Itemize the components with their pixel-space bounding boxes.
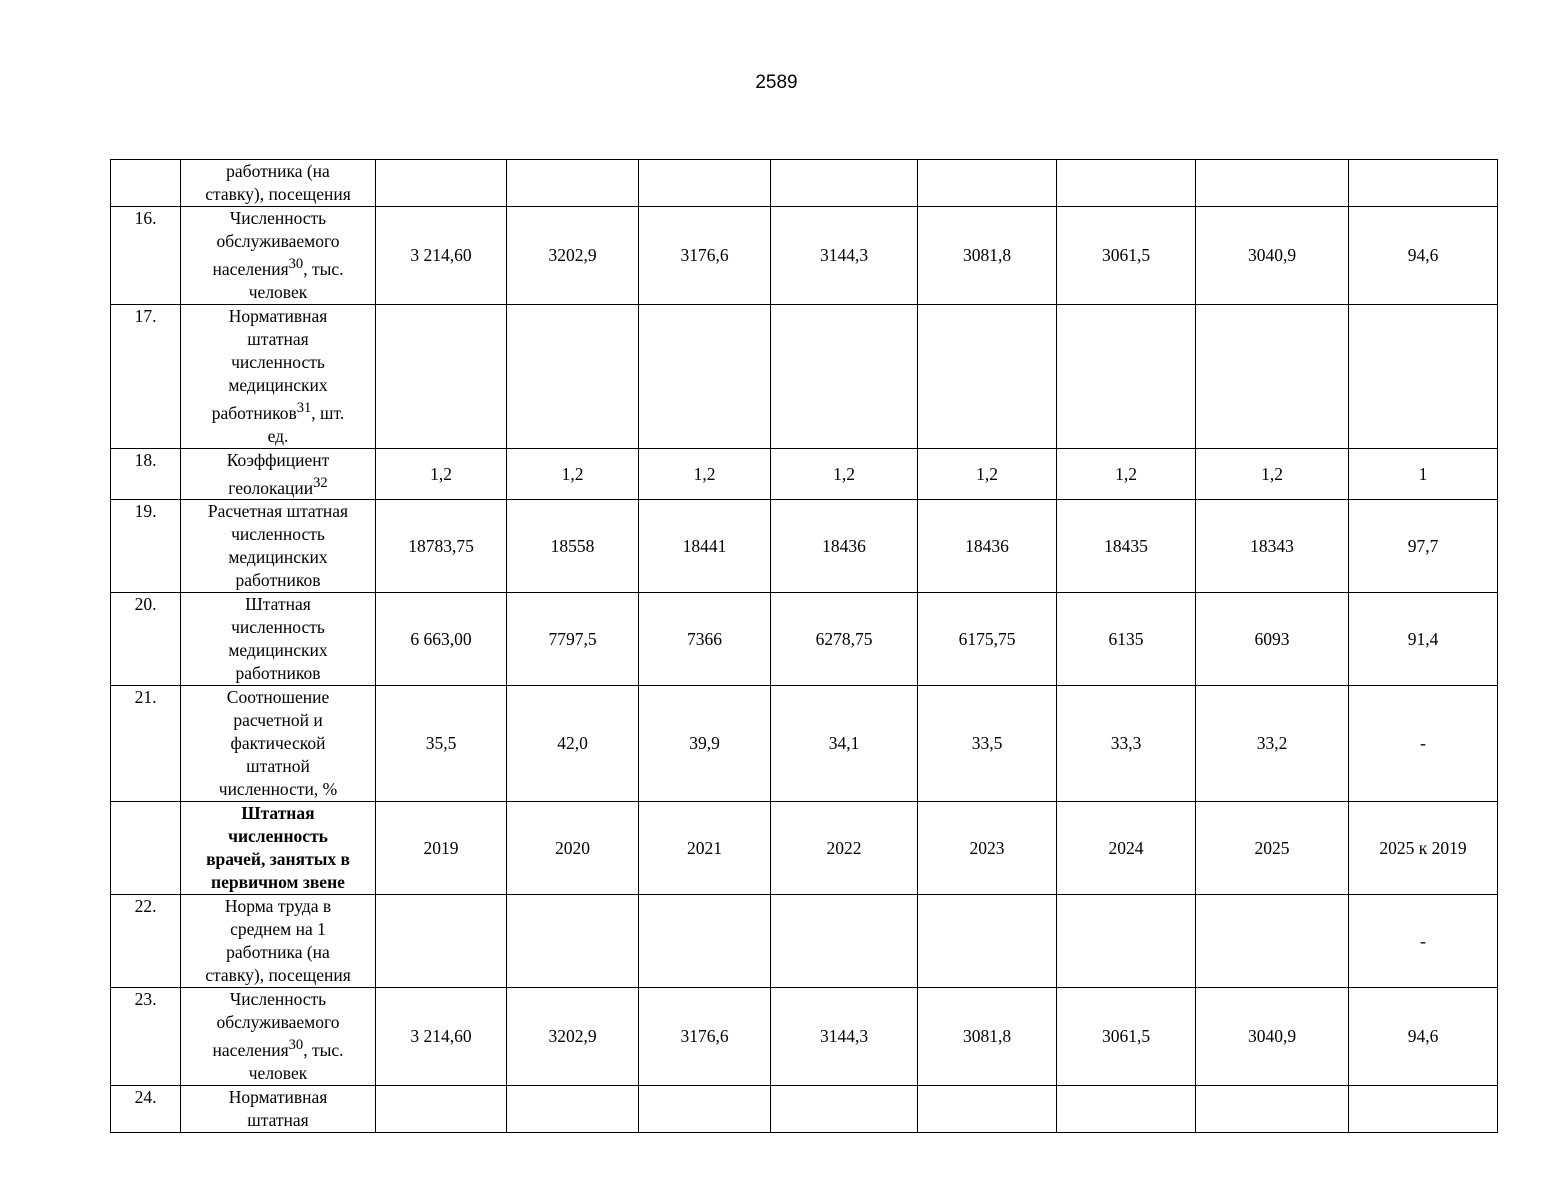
value-cell (918, 304, 1057, 448)
value-cell: 3081,8 (918, 988, 1057, 1086)
value-cell: 2019 (376, 802, 507, 895)
row-number (111, 802, 181, 895)
value-cell: 34,1 (771, 686, 918, 802)
value-cell: - (1349, 895, 1498, 988)
value-cell: 33,2 (1196, 686, 1349, 802)
value-cell (1057, 304, 1196, 448)
row-number: 19. (111, 500, 181, 593)
indicator-label: Коэффициент геолокации$^{32}$ (181, 448, 376, 500)
table-row (111, 207, 1498, 305)
table-row (111, 1086, 1498, 1133)
table-row (111, 160, 1498, 207)
row-number: 24. (111, 1086, 181, 1133)
value-cell: 91,4 (1349, 593, 1498, 686)
value-cell: 1,2 (1196, 448, 1349, 500)
value-cell: 33,3 (1057, 686, 1196, 802)
row-number: 23. (111, 988, 181, 1086)
table-row (111, 448, 1498, 500)
value-cell: 1,2 (1057, 448, 1196, 500)
value-cell (376, 304, 507, 448)
data-table (110, 159, 1498, 1133)
table-row (111, 593, 1498, 686)
indicator-label: Штатная численность врачей, занятых в первичном звене (181, 802, 376, 895)
value-cell (376, 1086, 507, 1133)
value-cell: 42,0 (507, 686, 639, 802)
value-cell: 18558 (507, 500, 639, 593)
value-cell: 1,2 (771, 448, 918, 500)
value-cell: 3144,3 (771, 988, 918, 1086)
value-cell (1196, 304, 1349, 448)
indicator-label: Численность обслуживаемого населения$^{30}$, тыс. человек (181, 207, 376, 305)
value-cell (771, 895, 918, 988)
value-cell: 2025 к 2019 (1349, 802, 1498, 895)
indicator-label: Норма труда в среднем на 1 работника (на ставку), посещения (181, 895, 376, 988)
value-cell (639, 1086, 771, 1133)
value-cell: 3081,8 (918, 207, 1057, 305)
indicator-label: Соотношение расчетной и фактической штатной численности, % (181, 686, 376, 802)
value-cell: 1,2 (376, 448, 507, 500)
value-cell (507, 160, 639, 207)
value-cell (507, 1086, 639, 1133)
value-cell: 18435 (1057, 500, 1196, 593)
value-cell: 2025 (1196, 802, 1349, 895)
indicator-label: Нормативная штатная (181, 1086, 376, 1133)
value-cell: 3061,5 (1057, 988, 1196, 1086)
section-header-row (111, 802, 1498, 895)
row-number: 20. (111, 593, 181, 686)
value-cell: - (1349, 686, 1498, 802)
value-cell: 3144,3 (771, 207, 918, 305)
row-number: 17. (111, 304, 181, 448)
value-cell (1196, 895, 1349, 988)
value-cell (1196, 1086, 1349, 1133)
value-cell (918, 1086, 1057, 1133)
value-cell (918, 895, 1057, 988)
table-row (111, 500, 1498, 593)
indicator-label: Расчетная штатная численность медицинских работников (181, 500, 376, 593)
indicator-label: Нормативная штатная численность медицинских работников$^{31}$, шт. ед. (181, 304, 376, 448)
value-cell: 33,5 (918, 686, 1057, 802)
value-cell: 6135 (1057, 593, 1196, 686)
value-cell: 3202,9 (507, 207, 639, 305)
value-cell: 3 214,60 (376, 207, 507, 305)
value-cell (771, 160, 918, 207)
value-cell: 6093 (1196, 593, 1349, 686)
value-cell: 6 663,00 (376, 593, 507, 686)
row-number: 18. (111, 448, 181, 500)
value-cell: 18343 (1196, 500, 1349, 593)
value-cell (1349, 1086, 1498, 1133)
value-cell (639, 160, 771, 207)
value-cell (1349, 160, 1498, 207)
indicator-label: работника (на ставку), посещения (181, 160, 376, 207)
value-cell: 35,5 (376, 686, 507, 802)
value-cell: 7366 (639, 593, 771, 686)
value-cell (771, 304, 918, 448)
value-cell (507, 895, 639, 988)
value-cell: 2024 (1057, 802, 1196, 895)
value-cell (376, 160, 507, 207)
value-cell: 1,2 (507, 448, 639, 500)
value-cell: 3061,5 (1057, 207, 1196, 305)
value-cell: 18436 (771, 500, 918, 593)
value-cell (639, 895, 771, 988)
row-number: 22. (111, 895, 181, 988)
value-cell: 39,9 (639, 686, 771, 802)
value-cell: 6175,75 (918, 593, 1057, 686)
value-cell (1057, 160, 1196, 207)
value-cell: 3176,6 (639, 988, 771, 1086)
value-cell: 18436 (918, 500, 1057, 593)
value-cell: 3040,9 (1196, 988, 1349, 1086)
value-cell: 2020 (507, 802, 639, 895)
value-cell (1349, 304, 1498, 448)
value-cell: 97,7 (1349, 500, 1498, 593)
value-cell: 2021 (639, 802, 771, 895)
value-cell (639, 304, 771, 448)
indicator-label: Штатная численность медицинских работников (181, 593, 376, 686)
table-body (111, 160, 1498, 1133)
table-row (111, 895, 1498, 988)
value-cell: 6278,75 (771, 593, 918, 686)
value-cell: 94,6 (1349, 988, 1498, 1086)
indicator-label: Численность обслуживаемого населения$^{30}$, тыс. человек (181, 988, 376, 1086)
value-cell: 3202,9 (507, 988, 639, 1086)
table-row (111, 988, 1498, 1086)
row-number: 21. (111, 686, 181, 802)
value-cell (771, 1086, 918, 1133)
value-cell: 3176,6 (639, 207, 771, 305)
value-cell (918, 160, 1057, 207)
value-cell: 7797,5 (507, 593, 639, 686)
value-cell (1057, 1086, 1196, 1133)
value-cell: 2022 (771, 802, 918, 895)
value-cell: 1,2 (918, 448, 1057, 500)
value-cell: 3040,9 (1196, 207, 1349, 305)
row-number (111, 160, 181, 207)
page-number: 2589 (755, 72, 798, 93)
value-cell: 3 214,60 (376, 988, 507, 1086)
value-cell: 18783,75 (376, 500, 507, 593)
value-cell (1057, 895, 1196, 988)
value-cell: 18441 (639, 500, 771, 593)
value-cell: 1 (1349, 448, 1498, 500)
value-cell (507, 304, 639, 448)
table-row (111, 304, 1498, 448)
table-row (111, 686, 1498, 802)
value-cell: 94,6 (1349, 207, 1498, 305)
row-number: 16. (111, 207, 181, 305)
value-cell (376, 895, 507, 988)
value-cell (1196, 160, 1349, 207)
value-cell: 1,2 (639, 448, 771, 500)
value-cell: 2023 (918, 802, 1057, 895)
